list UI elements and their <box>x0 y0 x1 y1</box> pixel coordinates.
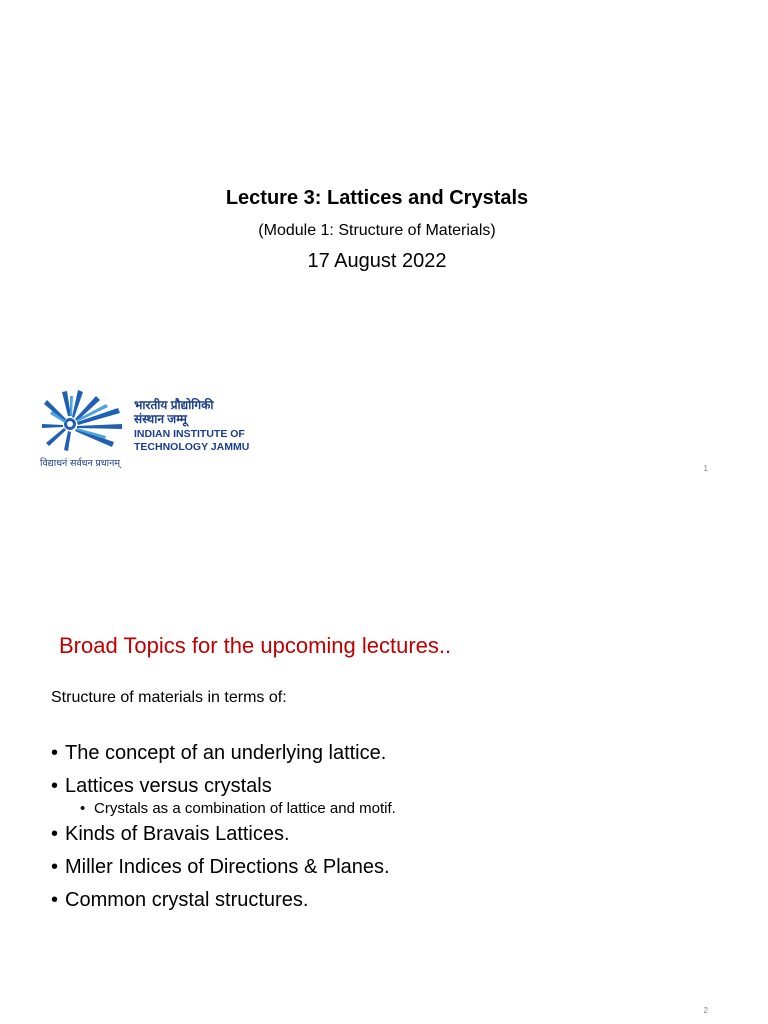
page-number: 1 <box>703 464 708 473</box>
intro-text: Structure of materials in terms of: <box>51 689 287 706</box>
iit-jammu-logo <box>38 386 258 478</box>
logo-hindi-name-line2: संस्थान जम्मू <box>134 412 187 426</box>
slide-heading: Broad Topics for the upcoming lectures.. <box>59 633 452 658</box>
list-item: • Miller Indices of Directions & Planes. <box>51 851 396 884</box>
logo-hindi-name-line1: भारतीय प्रौद्योगिकी <box>134 398 214 412</box>
module-subtitle: (Module 1: Structure of Materials) <box>258 222 496 239</box>
logo-english-name-line1: INDIAN INSTITUTE OF <box>134 428 245 440</box>
slide-2 <box>0 512 768 1024</box>
lecture-title: Lecture 3: Lattices and Crystals <box>225 187 529 209</box>
list-item: • Common crystal structures. <box>51 884 396 917</box>
topic-list <box>51 737 396 917</box>
page-number: 2 <box>703 1006 708 1015</box>
list-item: • Lattices versus crystals <box>51 770 396 803</box>
iit-jammu-emblem-icon <box>40 388 124 452</box>
sub-list-item: • Crystals as a combination of lattice and motif. <box>51 799 396 819</box>
lecture-date: 17 August 2022 <box>307 250 447 272</box>
logo-english-name-line2: TECHNOLOGY JAMMU <box>134 441 250 453</box>
logo-motto: विद्याधनं सर्वधन प्रधानम् <box>40 458 121 469</box>
list-item: • Kinds of Bravais Lattices. <box>51 818 396 851</box>
list-item: • The concept of an underlying lattice. <box>51 737 396 770</box>
